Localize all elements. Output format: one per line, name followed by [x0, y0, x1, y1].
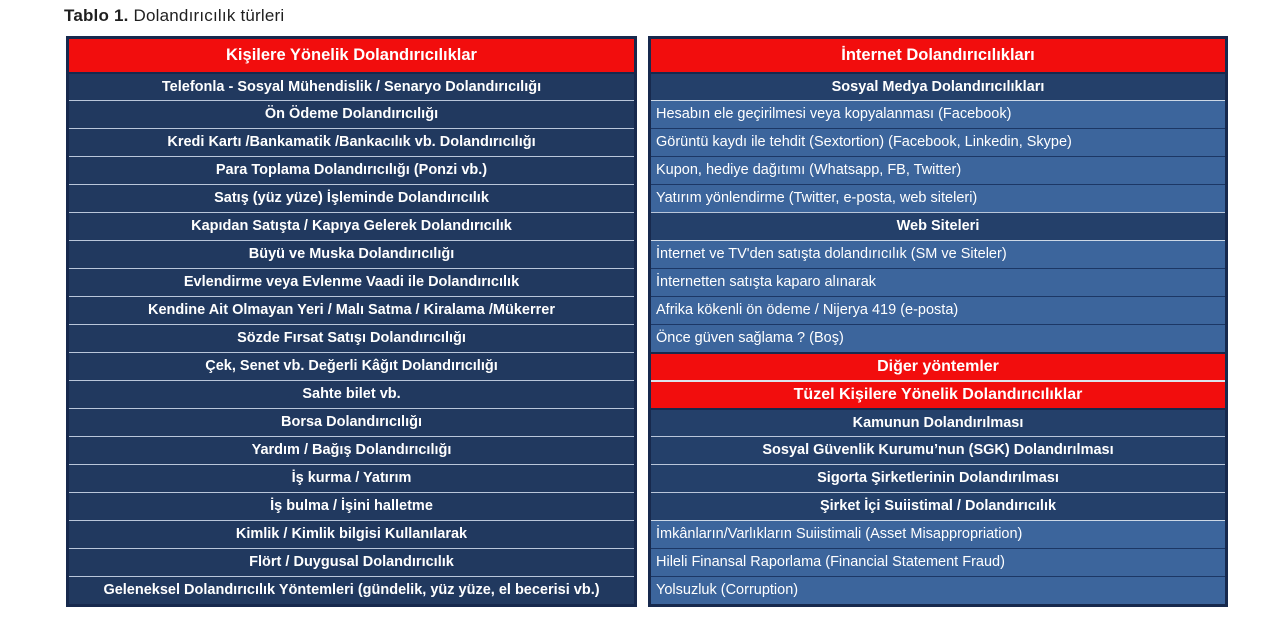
- fraud-types-table: [66, 36, 1228, 607]
- table-row: Ön Ödeme Dolandırıcılığı: [69, 100, 634, 128]
- table-row: Kimlik / Kimlik bilgisi Kullanılarak: [69, 520, 634, 548]
- table-row: Para Toplama Dolandırıcılığı (Ponzi vb.): [69, 156, 634, 184]
- table-row: Evlendirme veya Evlenme Vaadi ile Dolandırıcılık: [69, 268, 634, 296]
- personal-fraud-header: Kişilere Yönelik Dolandırıcılıklar: [69, 39, 634, 72]
- table-row: Kupon, hediye dağıtımı (Whatsapp, FB, Twitter): [651, 156, 1225, 184]
- table-caption-label: Tablo 1.: [64, 6, 129, 25]
- table-row: Telefonla - Sosyal Mühendislik / Senaryo Dolandırıcılığı: [69, 72, 634, 100]
- table-row: İş bulma / İşini halletme: [69, 492, 634, 520]
- table-row: İnternet ve TV'den satışta dolandırıcılık (SM ve Siteler): [651, 240, 1225, 268]
- table-row: Sözde Fırsat Satışı Dolandırıcılığı: [69, 324, 634, 352]
- table-row: Hileli Finansal Raporlama (Financial Statement Fraud): [651, 548, 1225, 576]
- table-row: Kredi Kartı /Bankamatik /Bankacılık vb. Dolandırıcılığı: [69, 128, 634, 156]
- table-row: İmkânların/Varlıkların Suiistimali (Asset Misappropriation): [651, 520, 1225, 548]
- table-row: Görüntü kaydı ile tehdit (Sextortion) (Facebook, Linkedin, Skype): [651, 128, 1225, 156]
- table-row: Sahte bilet vb.: [69, 380, 634, 408]
- table-row: Kamunun Dolandırılması: [651, 408, 1225, 436]
- table-row: Afrika kökenli ön ödeme / Nijerya 419 (e-posta): [651, 296, 1225, 324]
- table-row: Sosyal Güvenlik Kurumu’nun (SGK) Dolandırılması: [651, 436, 1225, 464]
- internet-fraud-header: İnternet Dolandırıcılıkları: [651, 39, 1225, 72]
- table-row: Çek, Senet vb. Değerli Kâğıt Dolandırıcılığı: [69, 352, 634, 380]
- social-media-subheader: Sosyal Medya Dolandırıcılıkları: [651, 72, 1225, 100]
- web-sites-subheader: Web Siteleri: [651, 212, 1225, 240]
- table-row: Sigorta Şirketlerinin Dolandırılması: [651, 464, 1225, 492]
- table-row: Büyü ve Muska Dolandırıcılığı: [69, 240, 634, 268]
- table-row: Flört / Duygusal Dolandırıcılık: [69, 548, 634, 576]
- table-row: Kapıdan Satışta / Kapıya Gelerek Dolandırıcılık: [69, 212, 634, 240]
- table-row: Satış (yüz yüze) İşleminde Dolandırıcılık: [69, 184, 634, 212]
- internet-fraud-column: [648, 36, 1228, 607]
- table-row: Yatırım yönlendirme (Twitter, e-posta, web siteleri): [651, 184, 1225, 212]
- table-row: Önce güven sağlama ? (Boş): [651, 324, 1225, 352]
- table-row: İnternetten satışta kaparo alınarak: [651, 268, 1225, 296]
- table-row: Geleneksel Dolandırıcılık Yöntemleri (gündelik, yüz yüze, el becerisi vb.): [69, 576, 634, 604]
- personal-fraud-column: [66, 36, 637, 607]
- table-row: Kendine Ait Olmayan Yeri / Malı Satma / Kiralama /Mükerrer: [69, 296, 634, 324]
- table-row: Yolsuzluk (Corruption): [651, 576, 1225, 604]
- table-caption: [64, 6, 284, 26]
- other-methods-header: Diğer yöntemler: [651, 352, 1225, 380]
- table-row: Borsa Dolandırıcılığı: [69, 408, 634, 436]
- table-row: Hesabın ele geçirilmesi veya kopyalanması (Facebook): [651, 100, 1225, 128]
- table-row: Şirket İçi Suiistimal / Dolandırıcılık: [651, 492, 1225, 520]
- table-row: Yardım / Bağış Dolandırıcılığı: [69, 436, 634, 464]
- table-caption-text: Dolandırıcılık türleri: [133, 6, 285, 25]
- table-row: İş kurma / Yatırım: [69, 464, 634, 492]
- legal-entities-header: Tüzel Kişilere Yönelik Dolandırıcılıklar: [651, 380, 1225, 408]
